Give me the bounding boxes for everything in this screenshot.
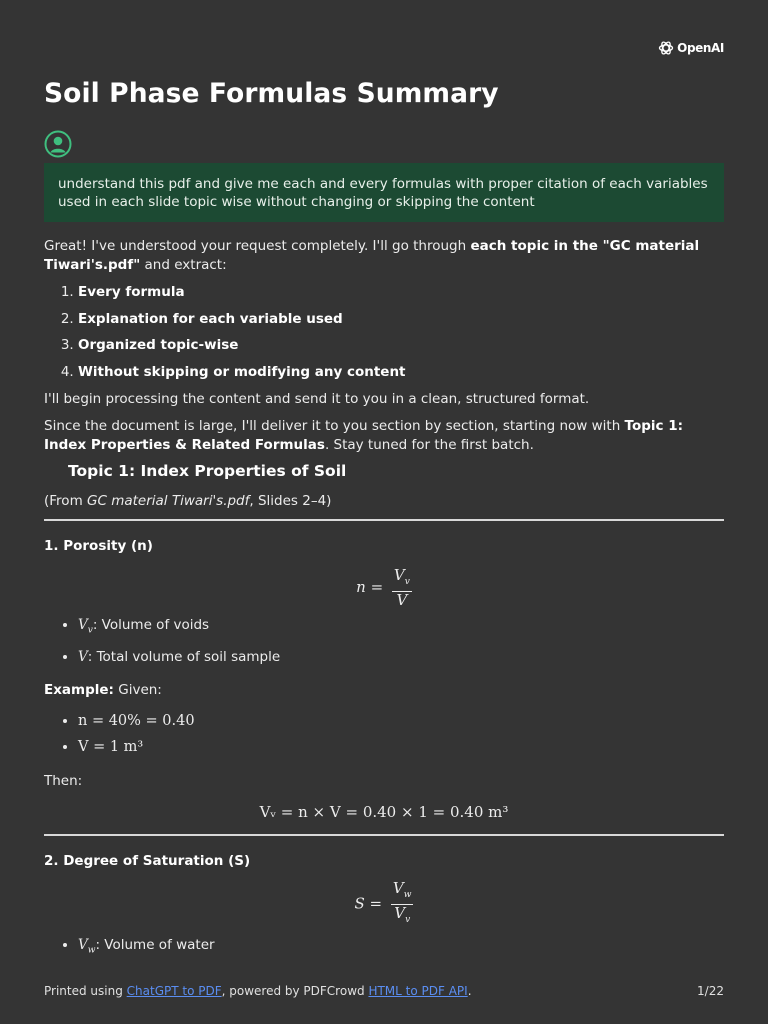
example-paragraph <box>44 681 724 700</box>
list-item <box>78 616 724 641</box>
delivery-paragraph <box>44 417 724 455</box>
delivery-text-a: Since the document is large, I'll deliver it to you section by section, starting now with <box>44 417 625 434</box>
delivery-bold: Topic 1: Index Properties & Related Formulas <box>44 417 684 453</box>
variable-symbol: V <box>78 648 88 665</box>
list-item <box>78 283 724 302</box>
user-avatar-icon <box>44 130 72 162</box>
given-value: V = 1 m³ <box>78 739 144 756</box>
footer-text: . <box>467 984 472 998</box>
request-list <box>44 283 724 382</box>
chatgpt-to-pdf-link[interactable]: ChatGPT to PDF <box>126 984 222 998</box>
numerator-subscript: w <box>403 890 412 901</box>
intro-text-a: Great! I've understood your request completely. I'll go through <box>44 238 471 254</box>
saturation-variables <box>44 936 724 961</box>
fraction-numerator <box>392 565 412 592</box>
footer-text: , powered by PDFCrowd <box>221 984 369 998</box>
list-item-text: Every formula <box>78 284 185 300</box>
list-item-text: Organized topic-wise <box>78 337 239 353</box>
fraction-numerator <box>391 881 414 905</box>
source-citation <box>44 492 724 511</box>
variable-symbol: V <box>78 937 88 954</box>
variable-subscript: v <box>87 625 93 636</box>
processing-paragraph: I'll begin processing the content and send it to you in a clean, structured format. <box>44 390 590 407</box>
topic-heading: Topic 1: Index Properties of Soil <box>68 461 347 480</box>
list-item <box>78 336 724 355</box>
section-heading-porosity: 1. Porosity (n) <box>44 537 153 554</box>
brand-name: OpenAI <box>677 41 724 55</box>
denominator-symbol: V <box>394 904 406 923</box>
porosity-equation <box>44 565 724 609</box>
intro-text-b: and extract: <box>140 257 227 273</box>
given-value: n = 40% = 0.40 <box>78 712 195 729</box>
variable-subscript: w <box>87 945 96 956</box>
citation-text-a: (From <box>44 492 88 509</box>
intro-bold: each topic in the "GC material Tiwari's.pdf" <box>44 238 700 273</box>
porosity-result-equation: Vᵥ = n × V = 0.40 × 1 = 0.40 m³ <box>259 803 509 822</box>
variable-symbol: V <box>78 616 88 633</box>
footer-text: Printed using <box>44 984 127 998</box>
openai-logo-icon <box>658 40 674 56</box>
variable-description: : Total volume of soil sample <box>87 648 281 665</box>
saturation-equation <box>44 881 724 928</box>
divider <box>44 834 724 836</box>
example-label: Example: <box>44 681 114 698</box>
page-number: 1/22 <box>697 984 724 998</box>
porosity-variables <box>44 616 724 667</box>
delivery-text-b: . Stay tuned for the first batch. <box>324 436 534 453</box>
equation-lhs: S = <box>354 894 383 913</box>
list-item-text: Explanation for each variable used <box>78 310 343 327</box>
response-content <box>44 237 724 968</box>
example-text: Given: <box>113 681 162 698</box>
citation-italic: GC material Tiwari's.pdf <box>87 492 250 509</box>
list-item <box>78 936 724 961</box>
page-title: Soil Phase Formulas Summary <box>44 78 499 109</box>
variable-description: : Volume of voids <box>92 616 210 633</box>
section-heading-saturation: 2. Degree of Saturation (S) <box>44 853 251 870</box>
intro-paragraph <box>44 237 724 275</box>
divider <box>44 519 724 521</box>
user-prompt-text: understand this pdf and give me each and every formulas with proper citation of each variables used in each slide topic wise without changing or skipping the content <box>58 176 708 210</box>
user-prompt <box>44 163 724 222</box>
equation-lhs: n = <box>356 577 384 596</box>
fraction-denominator <box>394 905 410 928</box>
variable-description: : Volume of water <box>95 937 215 954</box>
page-footer <box>44 984 724 998</box>
numerator-subscript: v <box>404 576 410 587</box>
openai-brand <box>658 40 724 56</box>
numerator-symbol: V <box>393 565 405 584</box>
fraction-denominator: V <box>396 590 408 609</box>
equation-fraction <box>392 565 412 609</box>
page <box>44 0 724 1024</box>
numerator-symbol: V <box>392 879 404 898</box>
list-item-text: Without skipping or modifying any content <box>78 363 406 380</box>
html-to-pdf-api-link[interactable]: HTML to PDF API <box>368 984 468 998</box>
list-item <box>78 648 724 667</box>
given-values <box>44 712 724 758</box>
then-label: Then: <box>44 773 83 790</box>
citation-text-b: , Slides 2–4) <box>249 492 332 509</box>
list-item <box>78 310 724 329</box>
equation-fraction <box>391 881 414 928</box>
list-item <box>78 738 724 757</box>
denominator-subscript: v <box>405 915 411 926</box>
list-item <box>78 363 724 382</box>
list-item <box>78 712 724 731</box>
footer-credit <box>44 984 472 998</box>
